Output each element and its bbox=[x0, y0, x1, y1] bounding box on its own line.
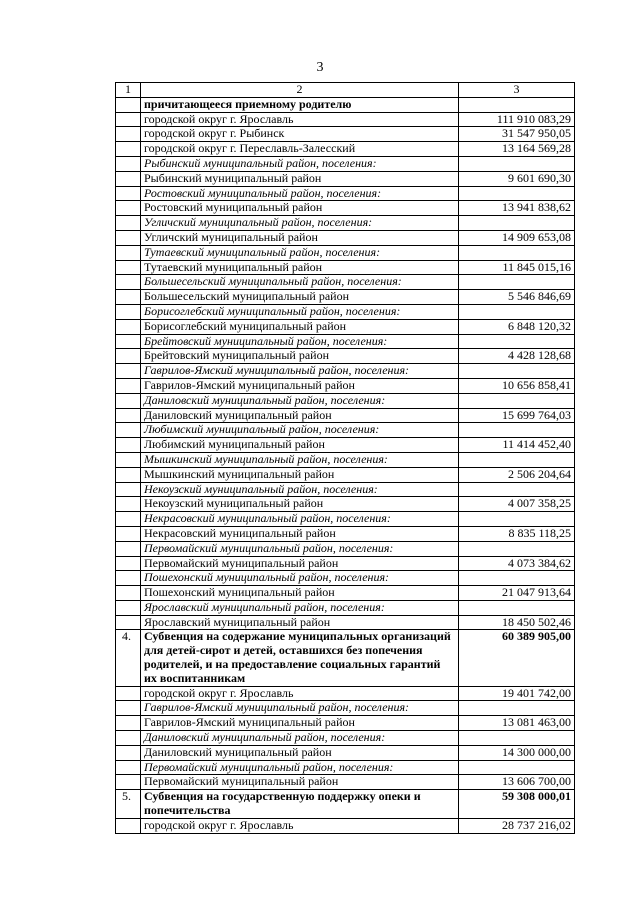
row-amount: 4 007 358,25 bbox=[459, 497, 575, 512]
row-number bbox=[116, 127, 141, 142]
subgroup-label: Тутаевский муниципальный район, поселения: bbox=[141, 245, 459, 260]
row-number bbox=[116, 541, 141, 556]
row-name: Первомайский муниципальный район bbox=[141, 556, 459, 571]
allocation-table bbox=[115, 82, 575, 834]
row-number bbox=[116, 760, 141, 775]
row-number bbox=[116, 216, 141, 231]
row-number bbox=[116, 186, 141, 201]
row-name: Мышкинский муниципальный район bbox=[141, 467, 459, 482]
table-row bbox=[116, 408, 575, 423]
row-name: городской округ г. Ярославль bbox=[141, 112, 459, 127]
table-row bbox=[116, 615, 575, 630]
column-header-3: 3 bbox=[459, 83, 575, 98]
table-row bbox=[116, 230, 575, 245]
row-number bbox=[116, 731, 141, 746]
row-amount bbox=[459, 216, 575, 231]
table-row bbox=[116, 526, 575, 541]
row-number bbox=[116, 512, 141, 527]
subgroup-label: Любимский муниципальный район, поселения: bbox=[141, 423, 459, 438]
row-number bbox=[116, 526, 141, 541]
table-row bbox=[116, 275, 575, 290]
row-name: Некрасовский муниципальный район bbox=[141, 526, 459, 541]
subgroup-label: Даниловский муниципальный район, поселения: bbox=[141, 393, 459, 408]
row-amount: 18 450 502,46 bbox=[459, 615, 575, 630]
row-number bbox=[116, 290, 141, 305]
row-amount bbox=[459, 731, 575, 746]
row-name: Тутаевский муниципальный район bbox=[141, 260, 459, 275]
subgroup-label: Гаврилов-Ямский муниципальный район, поселения: bbox=[141, 701, 459, 716]
row-name: Даниловский муниципальный район bbox=[141, 745, 459, 760]
table-row bbox=[116, 216, 575, 231]
table-row bbox=[116, 731, 575, 746]
table-row bbox=[116, 423, 575, 438]
row-amount bbox=[459, 275, 575, 290]
subgroup-label: Брейтовский муниципальный район, поселения: bbox=[141, 334, 459, 349]
subgroup-label: Некрасовский муниципальный район, поселения: bbox=[141, 512, 459, 527]
row-number bbox=[116, 745, 141, 760]
table-row bbox=[116, 497, 575, 512]
row-number bbox=[116, 586, 141, 601]
row-number bbox=[116, 600, 141, 615]
row-number bbox=[116, 482, 141, 497]
row-number bbox=[116, 304, 141, 319]
table-row bbox=[116, 571, 575, 586]
table-row bbox=[116, 378, 575, 393]
column-header-2: 2 bbox=[141, 83, 459, 98]
table-row bbox=[116, 304, 575, 319]
row-amount: 59 308 000,01 bbox=[459, 790, 575, 819]
table-row bbox=[116, 716, 575, 731]
row-number bbox=[116, 556, 141, 571]
row-amount: 2 506 204,64 bbox=[459, 467, 575, 482]
subgroup-label: Первомайский муниципальный район, поселения: bbox=[141, 760, 459, 775]
table-row bbox=[116, 171, 575, 186]
subgroup-label: Даниловский муниципальный район, поселения: bbox=[141, 731, 459, 746]
row-amount: 11 845 015,16 bbox=[459, 260, 575, 275]
row-name: Ростовский муниципальный район bbox=[141, 201, 459, 216]
row-number bbox=[116, 438, 141, 453]
row-name: городской округ г. Ярославль bbox=[141, 686, 459, 701]
row-amount bbox=[459, 701, 575, 716]
row-number bbox=[116, 97, 141, 112]
row-name: Первомайский муниципальный район bbox=[141, 775, 459, 790]
row-amount bbox=[459, 512, 575, 527]
row-amount bbox=[459, 541, 575, 556]
row-number bbox=[116, 112, 141, 127]
row-number bbox=[116, 230, 141, 245]
row-amount bbox=[459, 482, 575, 497]
section-title: Субвенция на содержание муниципальных организаций для детей-сирот и детей, оставшихся без попечения родителей, и на предоставление социальных гарантий их воспитанникам bbox=[141, 630, 459, 686]
row-amount bbox=[459, 600, 575, 615]
row-number bbox=[116, 775, 141, 790]
table-row bbox=[116, 541, 575, 556]
row-amount: 13 081 463,00 bbox=[459, 716, 575, 731]
table-header-row bbox=[116, 83, 575, 98]
row-number bbox=[116, 364, 141, 379]
row-name: городской округ г. Рыбинск bbox=[141, 127, 459, 142]
subgroup-label: Первомайский муниципальный район, поселения: bbox=[141, 541, 459, 556]
table-row bbox=[116, 790, 575, 819]
row-number bbox=[116, 201, 141, 216]
row-amount bbox=[459, 97, 575, 112]
row-amount bbox=[459, 364, 575, 379]
row-number: 4. bbox=[116, 630, 141, 686]
row-name: Даниловский муниципальный район bbox=[141, 408, 459, 423]
row-number bbox=[116, 319, 141, 334]
row-amount: 4 073 384,62 bbox=[459, 556, 575, 571]
page-number: 3 bbox=[316, 60, 324, 75]
table-row bbox=[116, 142, 575, 157]
subgroup-label: Ростовский муниципальный район, поселения: bbox=[141, 186, 459, 201]
row-name: Некоузский муниципальный район bbox=[141, 497, 459, 512]
table-row bbox=[116, 290, 575, 305]
row-number bbox=[116, 452, 141, 467]
row-number: 5. bbox=[116, 790, 141, 819]
row-amount bbox=[459, 334, 575, 349]
subgroup-label: Борисоглебский муниципальный район, поселения: bbox=[141, 304, 459, 319]
table-row bbox=[116, 97, 575, 112]
row-number bbox=[116, 260, 141, 275]
row-number bbox=[116, 701, 141, 716]
subgroup-label: Мышкинский муниципальный район, поселения: bbox=[141, 452, 459, 467]
row-amount: 11 414 452,40 bbox=[459, 438, 575, 453]
row-amount: 15 699 764,03 bbox=[459, 408, 575, 423]
row-amount: 5 546 846,69 bbox=[459, 290, 575, 305]
row-name: Брейтовский муниципальный район bbox=[141, 349, 459, 364]
table-row bbox=[116, 156, 575, 171]
table-row bbox=[116, 452, 575, 467]
table-row bbox=[116, 260, 575, 275]
table-row bbox=[116, 745, 575, 760]
row-number bbox=[116, 818, 141, 833]
table-row bbox=[116, 319, 575, 334]
row-amount bbox=[459, 423, 575, 438]
row-amount: 31 547 950,05 bbox=[459, 127, 575, 142]
row-name: Гаврилов-Ямский муниципальный район bbox=[141, 716, 459, 731]
table-row bbox=[116, 245, 575, 260]
row-amount: 14 300 000,00 bbox=[459, 745, 575, 760]
row-number bbox=[116, 467, 141, 482]
row-name: Любимский муниципальный район bbox=[141, 438, 459, 453]
table-row bbox=[116, 186, 575, 201]
table-row bbox=[116, 600, 575, 615]
row-number bbox=[116, 716, 141, 731]
row-number bbox=[116, 245, 141, 260]
table-row bbox=[116, 349, 575, 364]
subgroup-label: Гаврилов-Ямский муниципальный район, поселения: bbox=[141, 364, 459, 379]
row-name: Пошехонский муниципальный район bbox=[141, 586, 459, 601]
table-row bbox=[116, 482, 575, 497]
table-row bbox=[116, 701, 575, 716]
row-number bbox=[116, 571, 141, 586]
row-number bbox=[116, 615, 141, 630]
row-number bbox=[116, 393, 141, 408]
table-row bbox=[116, 112, 575, 127]
row-name: городской округ г. Переславль-Залесский bbox=[141, 142, 459, 157]
row-amount bbox=[459, 452, 575, 467]
table-row bbox=[116, 586, 575, 601]
row-amount: 28 737 216,02 bbox=[459, 818, 575, 833]
row-amount: 14 909 653,08 bbox=[459, 230, 575, 245]
row-amount: 60 389 905,00 bbox=[459, 630, 575, 686]
row-amount: 21 047 913,64 bbox=[459, 586, 575, 601]
subgroup-label: Ярославский муниципальный район, поселения: bbox=[141, 600, 459, 615]
row-amount: 13 941 838,62 bbox=[459, 201, 575, 216]
row-amount bbox=[459, 393, 575, 408]
row-name: Угличский муниципальный район bbox=[141, 230, 459, 245]
row-name: Гаврилов-Ямский муниципальный район bbox=[141, 378, 459, 393]
row-number bbox=[116, 349, 141, 364]
table-row bbox=[116, 630, 575, 686]
subgroup-label: Некоузский муниципальный район, поселения: bbox=[141, 482, 459, 497]
row-number bbox=[116, 408, 141, 423]
subgroup-label: Угличский муниципальный район, поселения: bbox=[141, 216, 459, 231]
table-row bbox=[116, 201, 575, 216]
row-amount bbox=[459, 156, 575, 171]
row-name: Ярославский муниципальный район bbox=[141, 615, 459, 630]
row-number bbox=[116, 686, 141, 701]
table-row bbox=[116, 334, 575, 349]
row-name: Борисоглебский муниципальный район bbox=[141, 319, 459, 334]
row-amount: 9 601 690,30 bbox=[459, 171, 575, 186]
row-amount: 13 606 700,00 bbox=[459, 775, 575, 790]
row-amount: 6 848 120,32 bbox=[459, 319, 575, 334]
table-row bbox=[116, 438, 575, 453]
row-number bbox=[116, 275, 141, 290]
subgroup-label: Пошехонский муниципальный район, поселения: bbox=[141, 571, 459, 586]
row-amount: 19 401 742,00 bbox=[459, 686, 575, 701]
table-row bbox=[116, 556, 575, 571]
row-amount bbox=[459, 571, 575, 586]
row-number bbox=[116, 171, 141, 186]
row-number bbox=[116, 423, 141, 438]
row-number bbox=[116, 334, 141, 349]
row-amount bbox=[459, 760, 575, 775]
row-amount bbox=[459, 245, 575, 260]
row-name: причитающееся приемному родителю bbox=[141, 97, 459, 112]
table-row bbox=[116, 512, 575, 527]
row-number bbox=[116, 156, 141, 171]
row-number bbox=[116, 378, 141, 393]
section-title: Субвенция на государственную поддержку опеки и попечительства bbox=[141, 790, 459, 819]
row-amount: 13 164 569,28 bbox=[459, 142, 575, 157]
table-row bbox=[116, 467, 575, 482]
row-amount: 111 910 083,29 bbox=[459, 112, 575, 127]
row-amount: 4 428 128,68 bbox=[459, 349, 575, 364]
column-header-1: 1 bbox=[116, 83, 141, 98]
row-name: городской округ г. Ярославль bbox=[141, 818, 459, 833]
row-amount: 10 656 858,41 bbox=[459, 378, 575, 393]
table-row bbox=[116, 686, 575, 701]
table-body bbox=[116, 97, 575, 833]
table-row bbox=[116, 818, 575, 833]
subgroup-label: Большесельский муниципальный район, поселения: bbox=[141, 275, 459, 290]
row-name: Рыбинский муниципальный район bbox=[141, 171, 459, 186]
row-amount bbox=[459, 304, 575, 319]
row-number bbox=[116, 142, 141, 157]
row-number bbox=[116, 497, 141, 512]
table-row bbox=[116, 364, 575, 379]
table-row bbox=[116, 760, 575, 775]
subgroup-label: Рыбинский муниципальный район, поселения: bbox=[141, 156, 459, 171]
row-amount: 8 835 118,25 bbox=[459, 526, 575, 541]
table-row bbox=[116, 775, 575, 790]
row-name: Большесельский муниципальный район bbox=[141, 290, 459, 305]
table-row bbox=[116, 127, 575, 142]
table-row bbox=[116, 393, 575, 408]
row-amount bbox=[459, 186, 575, 201]
